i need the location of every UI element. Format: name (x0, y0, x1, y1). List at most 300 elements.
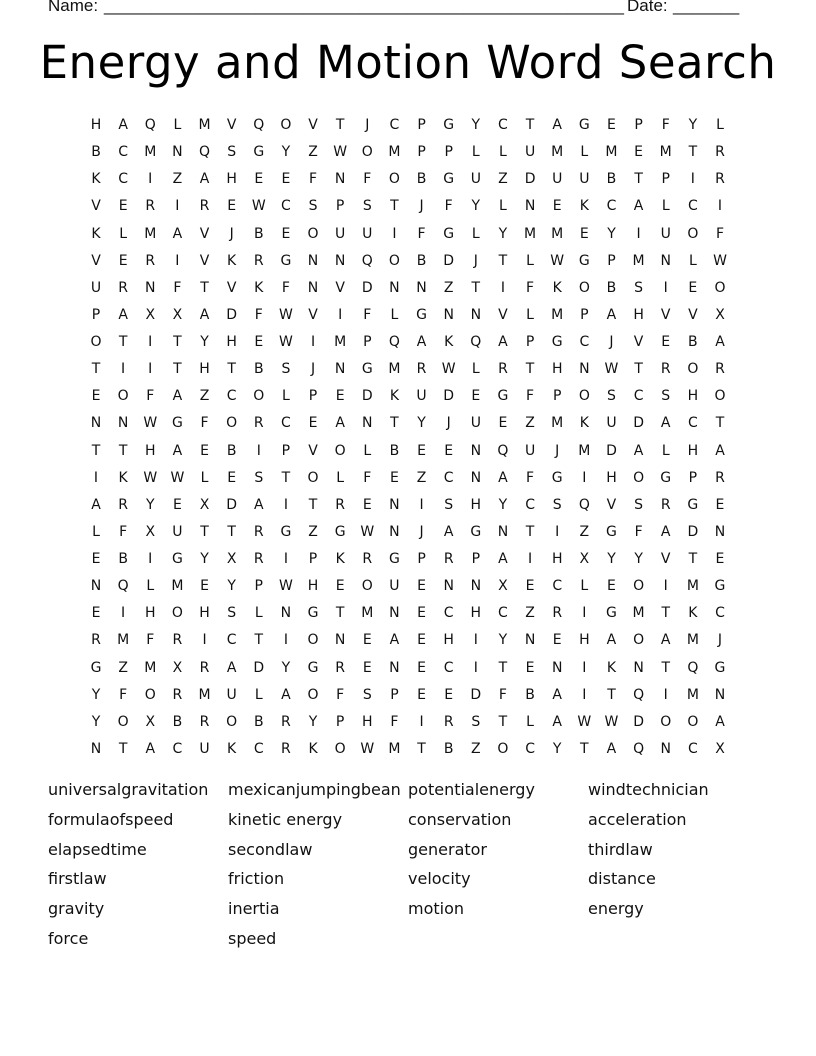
grid-letter[interactable]: O (171, 605, 183, 622)
grid-letter[interactable]: A (281, 686, 291, 703)
grid-letter[interactable]: Y (308, 713, 318, 730)
grid-letter[interactable]: E (227, 469, 237, 486)
grid-letter[interactable]: G (443, 225, 455, 242)
grid-letter[interactable]: R (660, 496, 671, 513)
grid-letter[interactable]: N (524, 632, 536, 649)
grid-letter[interactable]: K (91, 171, 101, 188)
grid-letter[interactable]: S (634, 279, 644, 296)
grid-letter[interactable]: Y (552, 740, 562, 757)
grid-letter[interactable]: O (90, 334, 102, 351)
grid-letter[interactable]: R (335, 659, 346, 676)
grid-letter[interactable]: C (525, 740, 535, 757)
grid-letter[interactable]: U (552, 171, 563, 188)
grid-letter[interactable]: I (338, 306, 343, 323)
grid-letter[interactable]: B (606, 171, 617, 188)
grid-letter[interactable]: R (660, 361, 671, 378)
grid-letter[interactable]: V (498, 306, 508, 323)
grid-letter[interactable]: X (172, 306, 183, 323)
grid-letter[interactable]: H (144, 442, 156, 459)
grid-letter[interactable]: G (606, 523, 617, 540)
grid-letter[interactable]: A (660, 523, 671, 540)
grid-letter[interactable]: F (173, 279, 182, 296)
grid-letter[interactable]: G (443, 117, 455, 133)
grid-letter[interactable]: Y (227, 578, 236, 595)
grid-letter[interactable]: A (172, 388, 183, 405)
grid-letter[interactable]: N (714, 523, 726, 540)
grid-letter[interactable]: H (470, 496, 482, 513)
grid-letter[interactable]: G (307, 605, 319, 622)
grid-letter[interactable]: U (606, 415, 617, 432)
grid-letter[interactable]: F (309, 171, 318, 188)
grid-letter[interactable]: X (579, 551, 590, 568)
grid-letter[interactable]: Q (578, 496, 590, 513)
grid-letter[interactable]: G (687, 496, 699, 513)
grid-letter[interactable]: R (443, 713, 454, 730)
grid-letter[interactable]: G (388, 551, 400, 568)
grid-letter[interactable]: O (117, 388, 129, 405)
grid-letter[interactable]: P (661, 171, 670, 188)
grid-letter[interactable]: L (661, 198, 670, 215)
grid-letter[interactable]: E (607, 117, 616, 133)
grid-letter[interactable]: E (200, 578, 209, 595)
grid-letter[interactable]: N (551, 659, 563, 676)
grid-letter[interactable]: V (606, 496, 617, 513)
grid-letter[interactable]: O (144, 686, 156, 703)
grid-letter[interactable]: T (498, 713, 508, 730)
grid-letter[interactable]: H (144, 605, 156, 622)
grid-letter[interactable]: E (417, 632, 426, 649)
grid-letter[interactable]: F (146, 388, 155, 405)
grid-letter[interactable]: A (633, 442, 644, 459)
grid-letter[interactable]: B (416, 252, 427, 269)
grid-letter[interactable]: K (606, 659, 617, 676)
grid-letter[interactable]: C (226, 388, 237, 405)
grid-letter[interactable]: Q (633, 686, 645, 703)
grid-letter[interactable]: N (579, 361, 590, 378)
grid-letter[interactable]: A (498, 551, 508, 568)
grid-letter[interactable]: T (200, 279, 209, 296)
grid-letter[interactable]: I (717, 198, 723, 215)
grid-letter[interactable]: Y (145, 496, 155, 513)
grid-letter[interactable]: A (660, 632, 671, 649)
grid-letter[interactable]: Q (117, 578, 129, 595)
grid-letter[interactable]: A (389, 632, 400, 649)
grid-letter[interactable]: U (470, 171, 481, 188)
grid-letter[interactable]: L (499, 144, 507, 161)
grid-letter[interactable]: A (552, 713, 562, 730)
grid-letter[interactable]: B (416, 171, 427, 188)
grid-letter[interactable]: G (578, 252, 590, 269)
grid-letter[interactable]: V (226, 279, 237, 296)
grid-letter[interactable]: V (308, 306, 318, 323)
grid-letter[interactable]: A (443, 523, 454, 540)
grid-letter[interactable]: K (118, 469, 128, 486)
grid-letter[interactable]: K (552, 279, 562, 296)
grid-letter[interactable]: Z (308, 523, 318, 540)
grid-letter[interactable]: C (253, 740, 264, 757)
grid-letter[interactable]: F (254, 306, 263, 323)
grid-letter[interactable]: E (172, 496, 182, 513)
grid-letter[interactable]: C (118, 144, 129, 161)
grid-letter[interactable]: T (335, 605, 345, 622)
grid-letter[interactable]: M (361, 605, 374, 622)
grid-letter[interactable]: F (363, 469, 372, 486)
grid-letter[interactable]: R (335, 496, 346, 513)
grid-letter[interactable]: E (335, 578, 345, 595)
grid-letter[interactable]: N (660, 740, 671, 757)
grid-letter[interactable]: J (446, 415, 451, 432)
grid-letter[interactable]: H (606, 469, 617, 486)
grid-letter[interactable]: R (145, 198, 156, 215)
grid-letter[interactable]: U (172, 523, 183, 540)
grid-letter[interactable]: T (525, 361, 535, 378)
grid-letter[interactable]: B (253, 361, 264, 378)
grid-letter[interactable]: M (198, 117, 211, 133)
grid-letter[interactable]: T (634, 361, 643, 378)
grid-letter[interactable]: L (716, 117, 724, 133)
grid-letter[interactable]: F (526, 469, 535, 486)
grid-letter[interactable]: G (171, 551, 183, 568)
grid-letter[interactable]: W (143, 415, 158, 432)
grid-letter[interactable]: I (392, 225, 397, 242)
grid-letter[interactable]: I (121, 605, 126, 622)
grid-letter[interactable]: U (199, 740, 210, 757)
grid-letter[interactable]: I (310, 334, 316, 351)
grid-letter[interactable]: E (688, 279, 698, 296)
grid-letter[interactable]: A (715, 442, 725, 459)
grid-letter[interactable]: P (308, 388, 318, 405)
grid-letter[interactable]: W (441, 361, 456, 378)
grid-letter[interactable]: L (580, 578, 589, 595)
grid-letter[interactable]: X (199, 496, 210, 513)
grid-letter[interactable]: C (525, 496, 535, 513)
grid-letter[interactable]: O (687, 713, 699, 730)
grid-letter[interactable]: R (498, 361, 508, 378)
grid-letter[interactable]: O (253, 388, 265, 405)
grid-letter[interactable]: T (118, 740, 128, 757)
grid-letter[interactable]: F (119, 686, 128, 703)
grid-letter[interactable]: D (687, 523, 699, 540)
grid-letter[interactable]: L (363, 442, 372, 459)
grid-letter[interactable]: W (360, 523, 375, 540)
grid-letter[interactable]: I (582, 605, 587, 622)
grid-letter[interactable]: K (389, 388, 400, 405)
grid-letter[interactable]: R (416, 361, 427, 378)
grid-letter[interactable]: E (417, 578, 426, 595)
grid-letter[interactable]: W (604, 361, 619, 378)
grid-letter[interactable]: L (526, 713, 534, 730)
grid-letter[interactable]: O (578, 388, 590, 405)
grid-letter[interactable]: W (170, 469, 185, 486)
grid-letter[interactable]: W (251, 198, 266, 215)
grid-letter[interactable]: X (498, 578, 508, 595)
grid-letter[interactable]: G (171, 415, 183, 432)
grid-letter[interactable]: V (688, 306, 698, 323)
grid-letter[interactable]: A (660, 415, 671, 432)
grid-letter[interactable]: Y (200, 334, 209, 351)
grid-letter[interactable]: D (226, 306, 238, 323)
grid-letter[interactable]: L (92, 523, 100, 540)
grid-letter[interactable]: O (117, 713, 129, 730)
grid-letter[interactable]: V (91, 198, 101, 215)
grid-letter[interactable]: J (419, 523, 424, 540)
grid-letter[interactable]: L (688, 252, 697, 269)
grid-letter[interactable]: M (144, 225, 157, 242)
grid-letter[interactable]: N (172, 144, 183, 161)
grid-letter[interactable]: I (582, 686, 587, 703)
grid-letter[interactable]: Q (199, 144, 211, 161)
grid-letter[interactable]: O (280, 117, 292, 133)
grid-letter[interactable]: L (499, 198, 507, 215)
grid-letter[interactable]: N (389, 496, 400, 513)
grid-letter[interactable]: J (609, 334, 614, 351)
grid-letter[interactable]: T (498, 659, 508, 676)
grid-letter[interactable]: R (199, 713, 210, 730)
grid-letter[interactable]: E (281, 171, 291, 188)
grid-letter[interactable]: O (497, 740, 509, 757)
grid-letter[interactable]: T (173, 361, 182, 378)
grid-letter[interactable]: F (417, 225, 426, 242)
grid-letter[interactable]: P (417, 551, 426, 568)
grid-letter[interactable]: O (226, 415, 238, 432)
grid-letter[interactable]: S (308, 198, 318, 215)
grid-letter[interactable]: R (281, 740, 291, 757)
grid-letter[interactable]: B (688, 334, 698, 351)
grid-letter[interactable]: G (280, 252, 292, 269)
grid-letter[interactable]: H (307, 578, 319, 595)
grid-letter[interactable]: B (443, 740, 454, 757)
grid-letter[interactable]: M (551, 415, 564, 432)
name-field[interactable]: _______________________________________________________ (104, 0, 625, 15)
grid-letter[interactable]: E (498, 415, 508, 432)
grid-letter[interactable]: E (362, 659, 372, 676)
grid-letter[interactable]: T (91, 442, 101, 459)
grid-letter[interactable]: E (417, 659, 426, 676)
grid-letter[interactable]: P (580, 306, 589, 323)
grid-letter[interactable]: Y (688, 117, 698, 133)
grid-letter[interactable]: L (254, 686, 263, 703)
grid-letter[interactable]: Z (172, 171, 183, 188)
grid-letter[interactable]: O (633, 632, 645, 649)
grid-letter[interactable]: S (444, 496, 454, 513)
grid-letter[interactable]: R (253, 551, 264, 568)
grid-letter[interactable]: Z (579, 523, 590, 540)
grid-letter[interactable]: L (119, 225, 128, 242)
grid-letter[interactable]: X (715, 306, 725, 323)
grid-letter[interactable]: L (471, 225, 480, 242)
grid-letter[interactable]: F (390, 713, 399, 730)
grid-letter[interactable]: H (362, 713, 373, 730)
grid-letter[interactable]: Z (199, 388, 210, 405)
grid-letter[interactable]: L (254, 605, 263, 622)
grid-letter[interactable]: R (199, 659, 210, 676)
grid-letter[interactable]: N (443, 306, 454, 323)
grid-letter[interactable]: Y (281, 144, 291, 161)
grid-letter[interactable]: Z (498, 171, 508, 188)
grid-letter[interactable]: V (308, 117, 318, 133)
grid-letter[interactable]: A (498, 469, 508, 486)
grid-letter[interactable]: Y (471, 198, 481, 215)
grid-letter[interactable]: O (660, 713, 672, 730)
grid-letter[interactable]: A (91, 496, 101, 513)
grid-letter[interactable]: O (361, 144, 373, 161)
grid-letter[interactable]: G (660, 469, 672, 486)
grid-letter[interactable]: M (388, 144, 401, 161)
grid-letter[interactable]: B (118, 551, 128, 568)
grid-letter[interactable]: D (443, 252, 455, 269)
grid-letter[interactable]: N (334, 171, 346, 188)
grid-letter[interactable]: O (361, 578, 373, 595)
grid-letter[interactable]: B (606, 279, 617, 296)
grid-letter[interactable]: O (633, 469, 645, 486)
grid-letter[interactable]: L (146, 578, 155, 595)
grid-letter[interactable]: E (715, 551, 725, 568)
grid-letter[interactable]: T (227, 361, 236, 378)
grid-letter[interactable]: T (200, 523, 209, 540)
grid-letter[interactable]: L (471, 361, 480, 378)
grid-letter[interactable]: X (715, 740, 725, 757)
date-field[interactable]: _______ (673, 0, 740, 15)
grid-letter[interactable]: L (336, 469, 345, 486)
grid-letter[interactable]: K (227, 252, 237, 269)
grid-letter[interactable]: D (361, 388, 373, 405)
grid-letter[interactable]: Y (634, 551, 643, 568)
grid-letter[interactable]: J (229, 225, 234, 242)
grid-letter[interactable]: N (389, 659, 400, 676)
grid-letter[interactable]: P (634, 117, 643, 133)
grid-letter[interactable]: C (443, 469, 454, 486)
grid-letter[interactable]: A (118, 117, 128, 133)
grid-letter[interactable]: E (661, 334, 671, 351)
grid-letter[interactable]: X (145, 306, 156, 323)
grid-letter[interactable]: O (226, 713, 238, 730)
grid-letter[interactable]: V (308, 442, 318, 459)
grid-letter[interactable]: I (148, 361, 153, 378)
grid-letter[interactable]: T (390, 415, 399, 432)
grid-letter[interactable]: C (579, 334, 590, 351)
grid-letter[interactable]: V (199, 252, 210, 269)
grid-letter[interactable]: B (253, 713, 264, 730)
grid-letter[interactable]: M (171, 578, 184, 595)
grid-letter[interactable]: H (687, 442, 699, 459)
grid-letter[interactable]: A (715, 334, 725, 351)
grid-letter[interactable]: R (199, 198, 210, 215)
grid-letter[interactable]: A (253, 496, 264, 513)
grid-letter[interactable]: I (202, 632, 207, 649)
grid-letter[interactable]: A (172, 225, 183, 242)
grid-letter[interactable]: O (307, 686, 319, 703)
grid-letter[interactable]: N (362, 415, 373, 432)
grid-letter[interactable]: V (633, 334, 644, 351)
grid-letter[interactable]: F (715, 225, 725, 242)
grid-letter[interactable]: G (551, 469, 563, 486)
grid-letter[interactable]: T (661, 605, 670, 622)
grid-letter[interactable]: R (443, 551, 454, 568)
grid-letter[interactable]: Z (443, 279, 454, 296)
grid-letter[interactable]: O (334, 442, 346, 459)
grid-letter[interactable]: L (200, 469, 209, 486)
grid-letter[interactable]: W (278, 306, 293, 323)
grid-letter[interactable]: F (200, 415, 209, 432)
grid-letter[interactable]: V (91, 252, 101, 269)
grid-letter[interactable]: O (633, 578, 645, 595)
grid-letter[interactable]: G (361, 361, 373, 378)
grid-letter[interactable]: T (118, 442, 128, 459)
grid-letter[interactable]: R (118, 496, 128, 513)
grid-letter[interactable]: N (470, 442, 482, 459)
grid-letter[interactable]: Q (144, 117, 156, 133)
grid-letter[interactable]: R (715, 361, 725, 378)
grid-letter[interactable]: F (661, 117, 670, 133)
grid-letter[interactable]: C (226, 632, 237, 649)
grid-letter[interactable]: Y (91, 713, 101, 730)
grid-letter[interactable]: A (606, 740, 617, 757)
grid-letter[interactable]: N (307, 252, 319, 269)
grid-letter[interactable]: J (717, 632, 723, 649)
grid-letter[interactable]: T (254, 632, 264, 649)
grid-letter[interactable]: N (443, 578, 454, 595)
grid-letter[interactable]: B (525, 686, 535, 703)
grid-letter[interactable]: N (90, 740, 102, 757)
grid-letter[interactable]: C (633, 388, 644, 405)
grid-letter[interactable]: O (714, 388, 726, 405)
grid-letter[interactable]: U (362, 225, 373, 242)
grid-letter[interactable]: P (335, 713, 345, 730)
grid-letter[interactable]: H (551, 551, 563, 568)
grid-letter[interactable]: E (579, 225, 589, 242)
grid-letter[interactable]: N (714, 686, 726, 703)
grid-letter[interactable]: I (93, 469, 99, 486)
grid-letter[interactable]: T (661, 659, 670, 676)
grid-letter[interactable]: T (715, 415, 725, 432)
grid-letter[interactable]: F (363, 306, 372, 323)
grid-letter[interactable]: E (335, 388, 345, 405)
grid-letter[interactable]: E (525, 578, 535, 595)
grid-letter[interactable]: X (145, 523, 156, 540)
grid-letter[interactable]: I (175, 198, 180, 215)
grid-letter[interactable]: L (471, 144, 480, 161)
grid-letter[interactable]: I (283, 632, 288, 649)
grid-letter[interactable]: T (498, 252, 508, 269)
grid-letter[interactable]: T (525, 117, 535, 133)
grid-letter[interactable]: V (226, 117, 237, 133)
grid-letter[interactable]: E (525, 659, 535, 676)
grid-letter[interactable]: C (281, 198, 291, 215)
grid-letter[interactable]: D (253, 659, 265, 676)
grid-letter[interactable]: M (632, 252, 645, 269)
grid-letter[interactable]: I (121, 361, 126, 378)
grid-letter[interactable]: D (633, 713, 644, 730)
grid-letter[interactable]: H (633, 306, 644, 323)
grid-letter[interactable]: H (226, 334, 237, 351)
grid-letter[interactable]: C (443, 605, 454, 622)
grid-letter[interactable]: P (281, 442, 291, 459)
grid-letter[interactable]: Y (498, 225, 508, 242)
grid-letter[interactable]: G (90, 659, 102, 676)
grid-letter[interactable]: K (91, 225, 101, 242)
grid-letter[interactable]: F (526, 388, 535, 405)
grid-letter[interactable]: S (552, 496, 562, 513)
grid-letter[interactable]: E (417, 605, 426, 622)
grid-letter[interactable]: I (256, 442, 261, 459)
grid-letter[interactable]: C (389, 117, 400, 133)
grid-letter[interactable]: N (389, 279, 400, 296)
grid-letter[interactable]: W (577, 713, 592, 730)
grid-letter[interactable]: D (470, 686, 482, 703)
grid-letter[interactable]: P (417, 144, 426, 161)
grid-letter[interactable]: M (551, 144, 564, 161)
grid-letter[interactable]: A (416, 334, 427, 351)
